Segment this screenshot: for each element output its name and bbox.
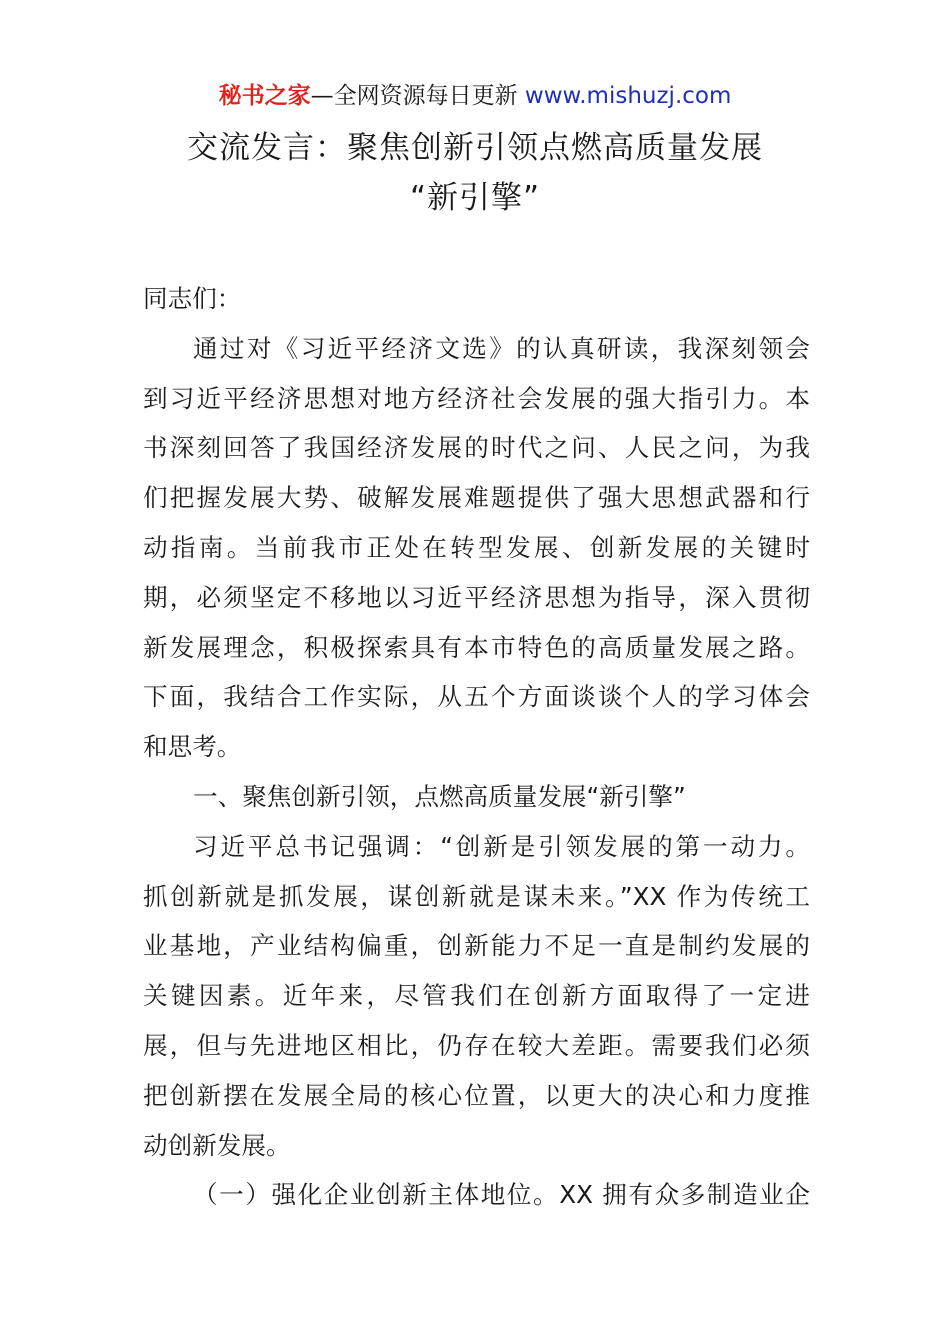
document-title-line-1: 交流发言：聚焦创新引领点燃高质量发展 <box>187 130 763 166</box>
paragraph-line: 习近平总书记强调：“创新是引领发展的第一动力。 <box>193 831 810 861</box>
section-heading: 一、聚焦创新引领，点燃高质量发展“新引擎” <box>193 781 686 811</box>
site-url-link[interactable]: www.mishuzj.com <box>524 83 732 109</box>
paragraph-line: 展，但与先进地区相比，仍存在较大差距。需要我们必须 <box>143 1030 810 1060</box>
paragraph-line: 通过对《习近平经济文选》的认真研读，我深刻领会 <box>193 333 810 363</box>
paragraph-line: 关键因素。近年来，尽管我们在创新方面取得了一定进 <box>143 981 810 1011</box>
paragraph-line: 动指南。当前我市正处在转型发展、创新发展的关键时 <box>143 532 810 562</box>
paragraph-line: 期，必须坚定不移地以习近平经济思想为指导，深入贯彻 <box>143 582 810 612</box>
salutation: 同志们： <box>143 284 242 313</box>
paragraph-line: 书深刻回答了我国经济发展的时代之问、人民之问，为我 <box>143 433 810 463</box>
paragraph-line: 新发展理念，积极探索具有本市特色的高质量发展之路。 <box>143 632 810 662</box>
paragraph-line: 把创新摆在发展全局的核心位置，以更大的决心和力度推 <box>143 1080 810 1110</box>
paragraph-line: 到习近平经济思想对地方经济社会发展的强大指引力。本 <box>143 383 810 413</box>
paragraph-line: 业基地，产业结构偏重，创新能力不足一直是制约发展的 <box>143 931 810 961</box>
paragraph-line: 动创新发展。 <box>143 1130 291 1160</box>
paragraph-line: 们把握发展大势、破解发展难题提供了强大思想武器和行 <box>143 483 810 513</box>
site-tagline: —全网资源每日更新 <box>310 83 525 109</box>
subsection-heading: （一）强化企业创新主体地位。XX 拥有众多制造业企 <box>193 1180 810 1210</box>
paragraph-line: 抓创新就是抓发展，谋创新就是谋未来。”XX 作为传统工 <box>143 881 810 911</box>
site-brand: 秘书之家 <box>218 83 311 109</box>
document-body <box>143 274 810 1220</box>
document-title-line-2: “新引擎” <box>409 180 541 216</box>
paragraph-line: 下面，我结合工作实际，从五个方面谈谈个人的学习体会 <box>143 682 810 712</box>
site-header <box>0 80 950 112</box>
paragraph-line: 和思考。 <box>143 732 242 762</box>
